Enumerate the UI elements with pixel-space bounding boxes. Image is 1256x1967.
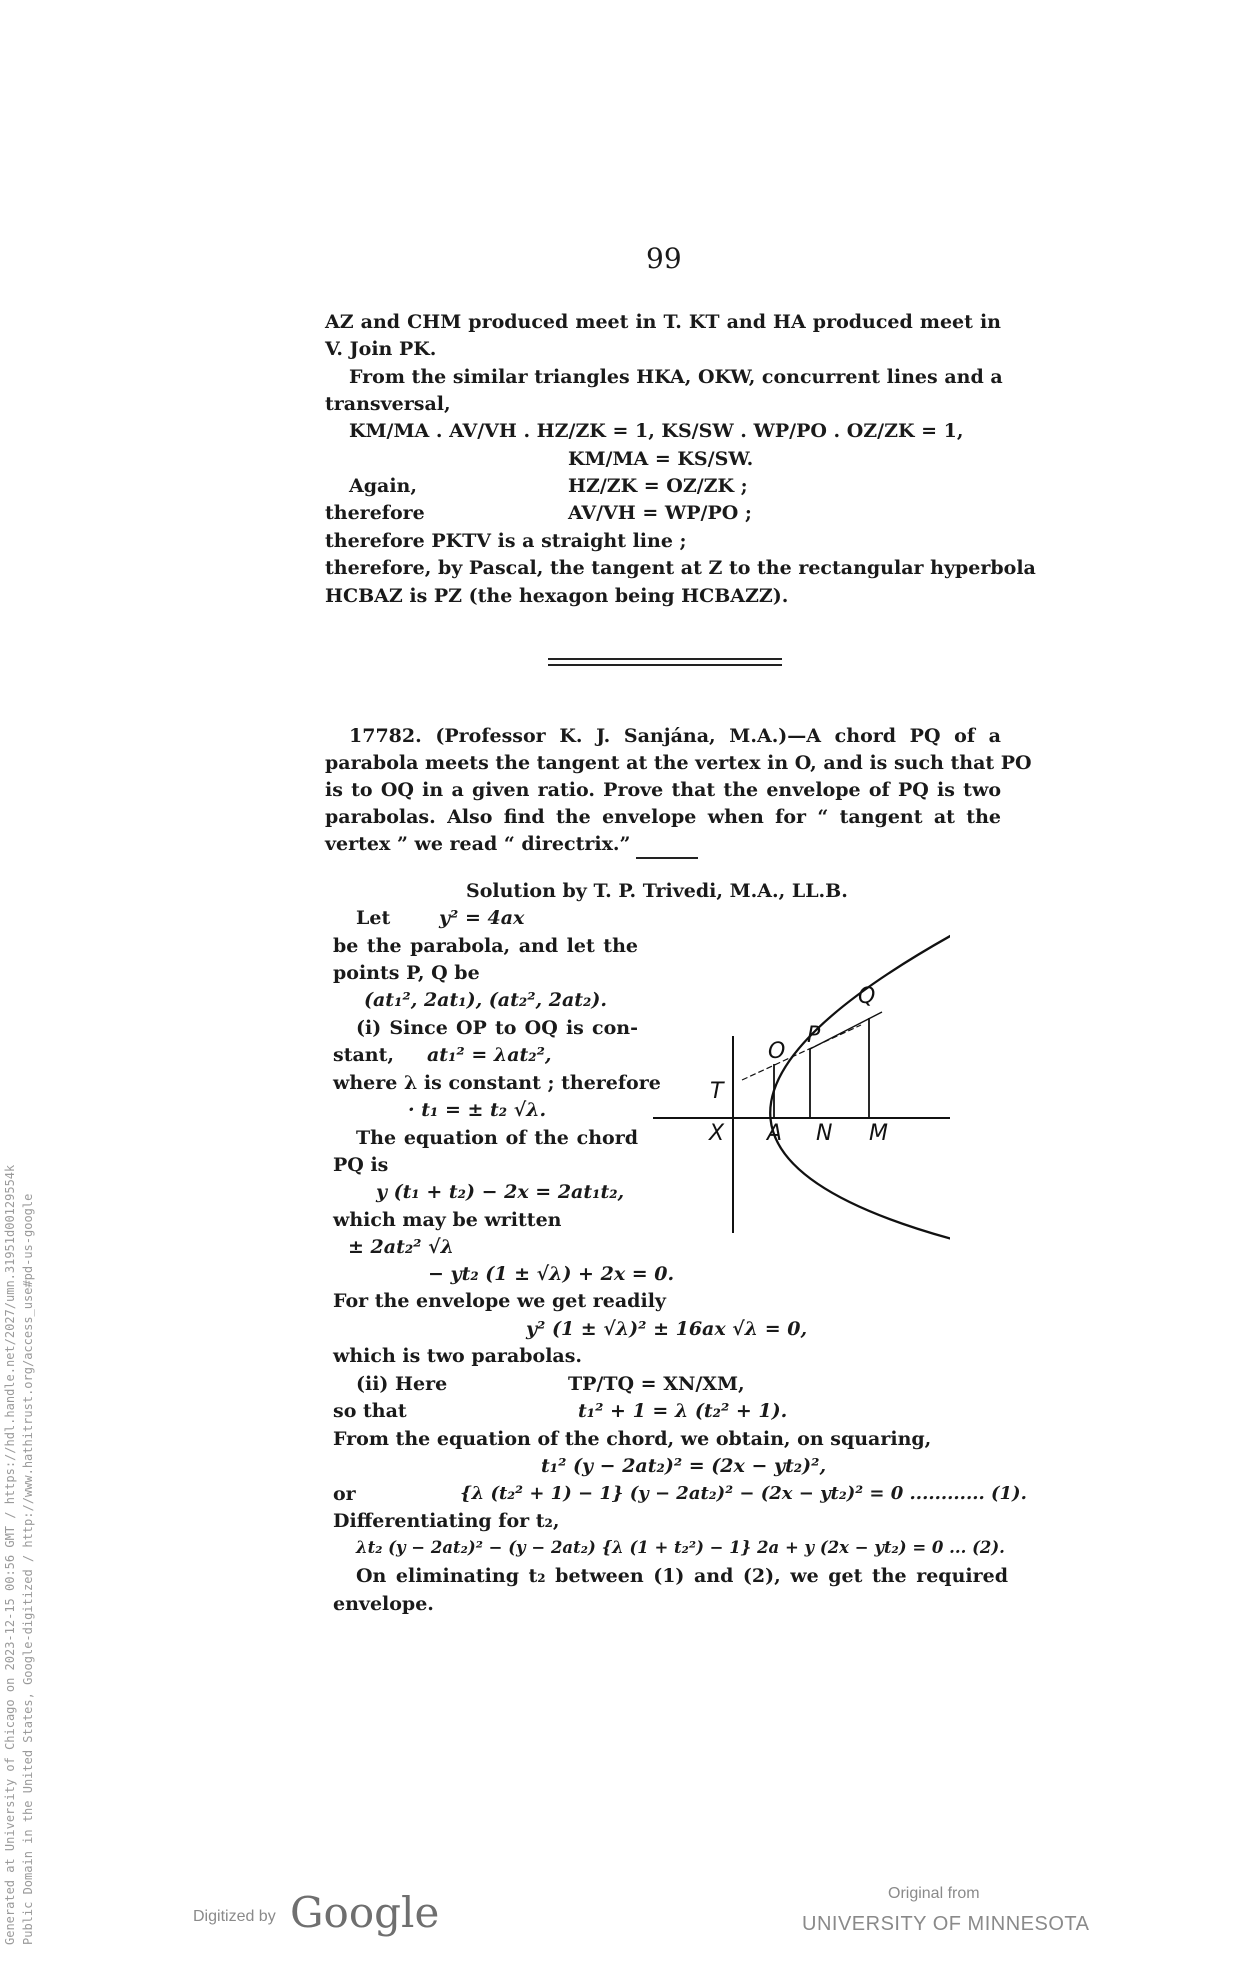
solution-heading: Solution by T. P. Trivedi, M.A., LL.B.: [466, 880, 848, 902]
equation-2: λt₂ (y − 2at₂)² − (y − 2at₂) {λ (1 + t₂²) − 1} 2a + y (2x − yt₂) = 0 ... (2).: [356, 1538, 1005, 1557]
solution-line: which is two parabolas.: [333, 1345, 583, 1367]
label-x: X: [709, 1121, 725, 1146]
solution-line: PQ is: [333, 1154, 389, 1176]
label-m: M: [869, 1121, 888, 1146]
equation-line: AV/VH = WP/PO ;: [568, 502, 752, 524]
top-line: therefore, by Pascal, the tangent at Z to the rectangular hyperbola: [325, 557, 1036, 579]
solution-line: so that: [333, 1400, 407, 1422]
equation-label: therefore: [325, 502, 425, 524]
solution-line: Let: [356, 907, 391, 929]
top-line: From the similar triangles HKA, OKW, concurrent lines and a: [349, 366, 1003, 388]
solution-line: For the envelope we get readily: [333, 1290, 666, 1312]
problem-line: vertex ” we read “ directrix.”: [325, 833, 631, 855]
solution-line: y² (1 ± √λ)² ± 16ax √λ = 0,: [526, 1318, 808, 1340]
original-from-text: Original from: [888, 1885, 980, 1902]
solution-line: which may be written: [333, 1209, 562, 1231]
problem-line: 17782. (Professor K. J. Sanjána, M.A.)—A chord PQ of a: [349, 725, 1001, 747]
solution-line: points P, Q be: [333, 962, 480, 984]
solution-line: or: [333, 1483, 356, 1505]
equation-label: Again,: [349, 475, 417, 497]
solution-line: where λ is constant ; therefore: [333, 1072, 661, 1094]
solution-line: at₁² = λat₂²,: [427, 1044, 552, 1066]
top-line: therefore PKTV is a straight line ;: [325, 530, 687, 552]
label-q: Q: [858, 984, 876, 1009]
solution-line: From the equation of the chord, we obtain, on squaring,: [333, 1428, 932, 1450]
end-rule: [636, 857, 698, 859]
solution-line: be the parabola, and let the: [333, 935, 638, 957]
parabola-figure: [650, 930, 950, 1290]
problem-line: parabolas. Also find the envelope when for “ tangent at the: [325, 806, 1001, 828]
solution-line: stant,: [333, 1044, 394, 1066]
sidebar-public-domain-line: Public Domain in the United States, Google-digitized / http://www.hathitrust.org/access_use#pd-us-google: [21, 1193, 35, 1945]
chord-line: [742, 1025, 861, 1080]
top-line: V. Join PK.: [325, 338, 437, 360]
page-number: 99: [646, 242, 682, 275]
solution-line: envelope.: [333, 1593, 434, 1615]
institution-name: UNIVERSITY OF MINNESOTA: [802, 1913, 1090, 1935]
solution-line: The equation of the chord: [356, 1127, 638, 1149]
top-line: AZ and CHM produced meet in T. KT and HA produced meet in: [325, 311, 1001, 333]
problem-line: is to OQ in a given ratio. Prove that the envelope of PQ is two: [325, 779, 1001, 801]
solution-line: (ii) Here: [356, 1373, 448, 1395]
equation-line: KM/MA . AV/VH . HZ/ZK = 1, KS/SW . WP/PO . OZ/ZK = 1,: [349, 420, 964, 442]
solution-line: t₁² + 1 = λ (t₂² + 1).: [578, 1400, 788, 1422]
solution-line: ± 2at₂² √λ: [348, 1236, 454, 1258]
solution-line: · t₁ = ± t₂ √λ.: [408, 1099, 547, 1121]
label-o: O: [768, 1039, 786, 1064]
label-n: N: [816, 1121, 833, 1146]
solution-line: (at₁², 2at₁), (at₂², 2at₂).: [364, 989, 607, 1011]
sidebar-generated-line: Generated at University of Chicago on 2023-12-15 00:56 GMT / https://hdl.handle.net/2027/umn.31951d00129554k: [3, 1164, 17, 1945]
equation-line: HZ/ZK = OZ/ZK ;: [568, 475, 748, 497]
solution-line: − yt₂ (1 ± √λ) + 2x = 0.: [428, 1263, 675, 1285]
solution-line: Differentiating for t₂,: [333, 1510, 560, 1532]
top-line: HCBAZ is PZ (the hexagon being HCBAZZ).: [325, 585, 789, 607]
digitized-by-text: Digitized by: [193, 1908, 276, 1925]
solution-line: y (t₁ + t₂) − 2x = 2at₁t₂,: [376, 1181, 625, 1203]
label-t: T: [710, 1079, 724, 1104]
solution-line: (i) Since OP to OQ is con-: [356, 1017, 638, 1039]
equation-1: {λ (t₂² + 1) − 1} (y − 2at₂)² − (2x − yt₂)² = 0 ............ (1).: [460, 1483, 1027, 1504]
solution-line: On eliminating t₂ between (1) and (2), we get the required: [356, 1565, 1008, 1587]
equation-line: KM/MA = KS/SW.: [568, 448, 754, 470]
label-p: P: [807, 1023, 821, 1048]
parabola-curve: [770, 930, 950, 1249]
top-line: transversal,: [325, 393, 451, 415]
label-a: A: [767, 1121, 783, 1146]
solution-line: y² = 4ax: [439, 907, 525, 929]
google-logo: Google: [290, 1888, 440, 1937]
solution-line: TP/TQ = XN/XM,: [568, 1373, 745, 1395]
solution-line: t₁² (y − 2at₂)² = (2x − yt₂)²,: [541, 1455, 827, 1477]
problem-line: parabola meets the tangent at the vertex in O, and is such that PO: [325, 752, 1032, 774]
chord-line-upper: [810, 1012, 882, 1049]
